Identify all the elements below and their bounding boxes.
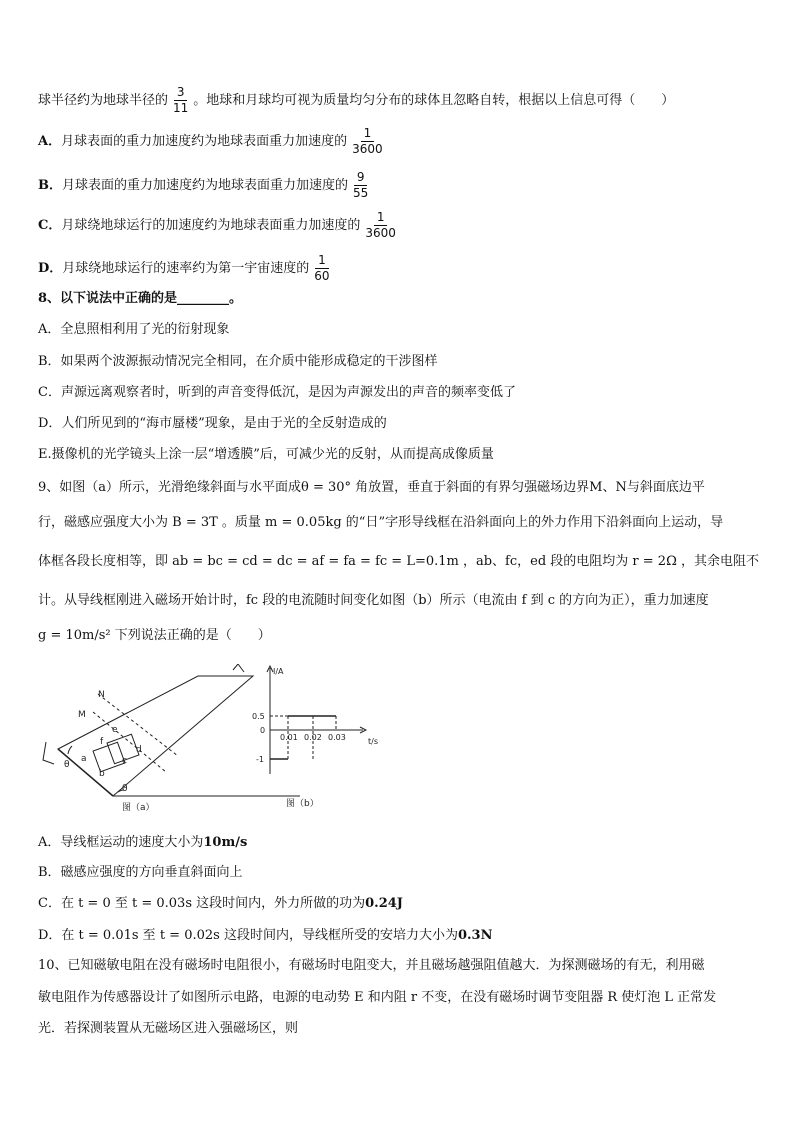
q9-line-5: g = 10m/s² 下列说法正确的是（ ） xyxy=(38,628,271,643)
q9-line-1: 9、如图（a）所示，光滑绝缘斜面与水平面成θ = 30° 角放置，垂直于斜面的有界匀强磁场边界M、N与斜面底边平 xyxy=(38,480,705,495)
label-b: b xyxy=(99,769,105,779)
figure-b-caption: 图（b） xyxy=(286,799,319,809)
q7-option-a-fraction: $\frac{1}{3600}$ xyxy=(352,126,383,156)
incline-plane xyxy=(58,676,253,796)
q8-option-c: C．声源远离观察者时，听到的声音变得低沉，是因为声源发出的声音的频率变低了 xyxy=(38,385,516,400)
q7-option-d: D．月球绕地球运行的速率约为第一宇宙速度的 $\frac{1}{60}$ xyxy=(38,253,758,284)
fig-b-x-0.03: 0.03 xyxy=(328,733,346,742)
q7-option-a: A．月球表面的重力加速度约为地球表面重力加速度的 $\frac{1}{3600}$ xyxy=(38,126,758,157)
q8-option-a: A．全息照相利用了光的衍射现象 xyxy=(38,322,230,337)
hatch-top xyxy=(233,664,244,672)
q9-line-3: 体框各段长度相等，即 ab = bc = cd = dc = af = fa = fc = L=0.1m ，ab、fc，ed 段的电阻均为 r = 2Ω ，其余电阻不 xyxy=(38,554,759,569)
q9-option-a: A．导线框运动的速度大小为10m/s xyxy=(38,835,248,850)
q9-option-c: C．在 t = 0 至 t = 0.03s 这段时间内，外力所做的功为0.24J xyxy=(38,896,403,911)
label-M: M xyxy=(78,710,86,720)
q8-option-d: D．人们所见到的“海市蜃楼”现象，是由于光的全反射造成的 xyxy=(38,416,387,431)
fig-b-y-0.5: 0.5 xyxy=(252,712,265,721)
fig-b-ylabel: I/A xyxy=(273,667,284,676)
theta-label-a: θ xyxy=(64,760,70,770)
q9-line-4: 计。从导线框刚进入磁场开始计时，fc 段的电流随时间变化如图（b）所示（电流由 f 到 c 的方向为正），重力加速度 xyxy=(38,593,709,608)
fig-b-xlabel: t/s xyxy=(368,737,378,746)
q10-line-3: 光．若探测装置从无磁场区进入强磁场区，则 xyxy=(38,1021,299,1036)
q7-stem xyxy=(38,85,758,116)
q8-stem: 8、以下说法中正确的是________。 xyxy=(38,291,243,306)
fig-b-x-0.02: 0.02 xyxy=(304,733,322,742)
q7-stem-a: 球半径约为地球半径的 xyxy=(38,93,169,108)
figure-b xyxy=(267,666,366,774)
q9-line-2: 行，磁感应强度大小为 B = 3T 。质量 m = 0.05kg 的“日”字形导线框在沿斜面向上的外力作用下沿斜面向上运动，导 xyxy=(38,515,724,530)
label-f: f xyxy=(100,737,104,747)
q9-option-d: D．在 t = 0.01s 至 t = 0.02s 这段时间内，导线框所受的安培力大小为0.3N xyxy=(38,928,493,943)
q7-option-c: C．月球绕地球运行的加速度约为地球表面重力加速度的 $\frac{1}{3600}$ xyxy=(38,210,758,241)
q7-stem-b: 。地球和月球均可视为质量均匀分布的球体且忽略自转，根据以上信息可得（ ） xyxy=(193,93,675,108)
frame-left-square xyxy=(93,742,125,772)
label-N: N xyxy=(98,690,105,700)
q7-option-b-fraction: $\frac{9}{55}$ xyxy=(353,170,369,200)
q10-line-1: 10、已知磁敏电阻在没有磁场时电阻很小，有磁场时电阻变大，并且磁场越强阻值越大．为探测磁场的有无，利用磁 xyxy=(38,958,705,973)
q7-option-b: B．月球表面的重力加速度约为地球表面重力加速度的 $\frac{9}{55}$ xyxy=(38,170,758,201)
theta-label-ground: θ xyxy=(122,784,128,794)
label-d: d xyxy=(136,745,142,755)
fig-b-x-0.01: 0.01 xyxy=(280,733,298,742)
theta-arc-a xyxy=(68,746,72,754)
label-e: e xyxy=(112,725,118,735)
q9-option-b: B．磁感应强度的方向垂直斜面向上 xyxy=(38,865,243,880)
boundary-M-line xyxy=(93,712,166,772)
label-a: a xyxy=(81,754,87,764)
q10-line-2: 敏电阻作为传感器设计了如图所示电路，电源的电动势 E 和内阻 r 不变，在没有磁场时调节变阻器 R 使灯泡 L 正常发 xyxy=(38,990,717,1005)
q7-option-d-fraction: $\frac{1}{60}$ xyxy=(314,253,330,283)
q9-figures xyxy=(38,664,408,814)
q8-option-b: B．如果两个波源振动情况完全相同，在介质中能形成稳定的干涉图样 xyxy=(38,354,438,369)
fig-b-y-0: 0 xyxy=(260,726,266,735)
q7-option-c-fraction: $\frac{1}{3600}$ xyxy=(365,210,396,240)
hatch-left xyxy=(43,742,54,764)
label-c: c xyxy=(122,756,127,766)
q7-stem-fraction: $\frac{3}{11}$ xyxy=(173,85,189,115)
figure-a-caption: 图（a） xyxy=(122,803,155,813)
q8-option-e: E.摄像机的光学镜头上涂一层“增透膜”后，可减少光的反射，从而提高成像质量 xyxy=(38,447,494,462)
fig-b-y-neg1: -1 xyxy=(256,755,264,764)
